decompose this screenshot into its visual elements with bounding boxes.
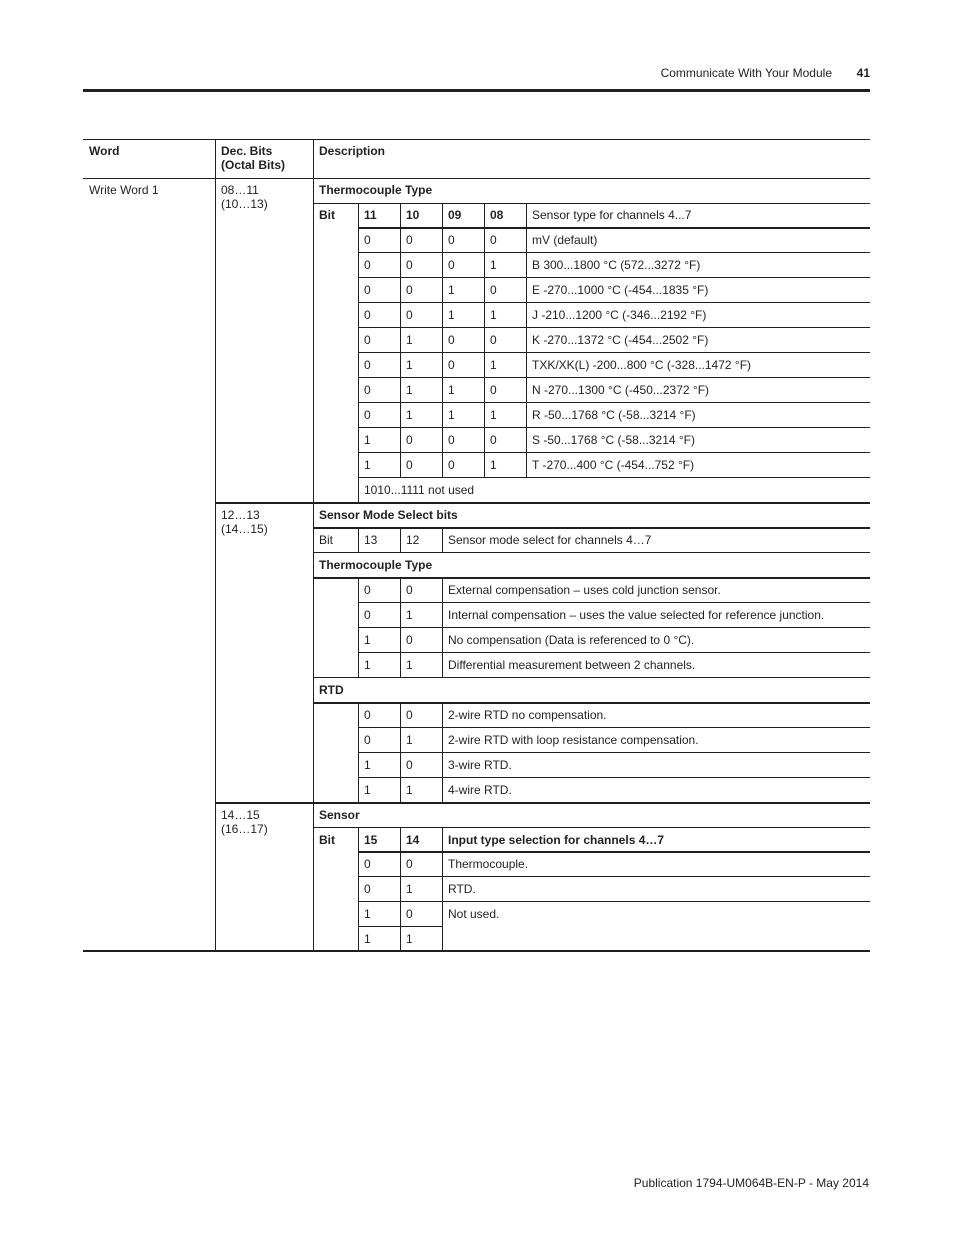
sensor-type-value: J -210...1200 °C (-346...2192 °F) bbox=[532, 308, 707, 322]
sensor-mode-title: Sensor Mode Select bits bbox=[319, 508, 458, 522]
bit-value: 1 bbox=[364, 932, 371, 946]
bit-value: 0 bbox=[406, 583, 413, 597]
table-column-rule bbox=[442, 828, 443, 951]
table-rule bbox=[358, 302, 870, 303]
sensor-type-value: mV (default) bbox=[532, 233, 598, 247]
table-rule bbox=[313, 827, 870, 828]
table-column-rule bbox=[400, 703, 401, 802]
bit-value: 0 bbox=[406, 308, 413, 322]
compensation-value: No compensation (Data is referenced to 0 °C). bbox=[448, 633, 695, 647]
bit-header: 11 bbox=[364, 208, 377, 222]
bit-value: 0 bbox=[448, 258, 455, 272]
table-rule bbox=[358, 277, 870, 278]
bit-header: 13 bbox=[364, 533, 378, 547]
table-column-rule bbox=[358, 578, 359, 677]
sensor-type-value: R -50...1768 °C (-58...3214 °F) bbox=[532, 408, 696, 422]
bit-value: 0 bbox=[364, 283, 371, 297]
bit-value: 0 bbox=[364, 233, 371, 247]
table-rule bbox=[358, 427, 870, 428]
bit-value: 1 bbox=[490, 308, 497, 322]
bit-value: 1 bbox=[490, 358, 497, 372]
bit-value: 1 bbox=[490, 258, 497, 272]
table-rule bbox=[83, 950, 870, 952]
bit-value: 1 bbox=[406, 608, 413, 622]
table-rule bbox=[215, 802, 870, 804]
table-rule bbox=[358, 352, 870, 353]
bit-value: 0 bbox=[364, 358, 371, 372]
bit-value: 1 bbox=[448, 383, 455, 397]
thermocouple-compensation-title: Thermocouple Type bbox=[319, 558, 433, 572]
input-type-value: Not used. bbox=[448, 907, 500, 921]
bit-value: 1 bbox=[448, 308, 455, 322]
table-rule bbox=[358, 602, 870, 603]
header-rule bbox=[83, 89, 870, 92]
bit-header: 14 bbox=[406, 833, 420, 847]
bit-value: 0 bbox=[406, 758, 413, 772]
table-rule bbox=[358, 652, 870, 653]
table-rule bbox=[313, 577, 870, 579]
table-rule bbox=[358, 752, 870, 753]
sensor-type-value: S -50...1768 °C (-58...3214 °F) bbox=[532, 433, 696, 447]
input-type-value: RTD. bbox=[448, 882, 476, 896]
table-rule bbox=[313, 702, 870, 704]
table-rule bbox=[358, 327, 870, 328]
bit-header: Bit bbox=[319, 533, 334, 547]
bit-value: 1 bbox=[406, 932, 413, 946]
bit-value: 0 bbox=[364, 857, 371, 871]
bit-value: 1 bbox=[406, 358, 413, 372]
compensation-value: Internal compensation – uses the value selected for reference junction. bbox=[448, 608, 825, 622]
bit-value: 1 bbox=[406, 383, 413, 397]
bit-value: 1 bbox=[364, 783, 371, 797]
bit-value: 0 bbox=[406, 633, 413, 647]
table-column-rule bbox=[400, 578, 401, 677]
rtd-value: 4-wire RTD. bbox=[448, 783, 512, 797]
bit-value: 0 bbox=[406, 857, 413, 871]
sensor-type-value: E -270...1000 °C (-454...1835 °F) bbox=[532, 283, 709, 297]
word-label: Write Word 1 bbox=[89, 183, 159, 197]
bit-value: 1 bbox=[490, 458, 497, 472]
bit-value: 0 bbox=[364, 708, 371, 722]
bit-value: 1 bbox=[406, 408, 413, 422]
bit-value: 0 bbox=[490, 283, 497, 297]
bit-value: 1 bbox=[406, 882, 413, 896]
table-rule bbox=[358, 252, 870, 253]
bit-value: 0 bbox=[364, 583, 371, 597]
table-rule bbox=[358, 777, 870, 778]
table-column-rule bbox=[358, 203, 359, 503]
sensor-type-value: K -270...1372 °C (-454...2502 °F) bbox=[532, 333, 709, 347]
table-rule bbox=[358, 377, 870, 378]
bit-value: 0 bbox=[364, 608, 371, 622]
sensor-type-value: B 300...1800 °C (572...3272 °F) bbox=[532, 258, 701, 272]
bit-header: 09 bbox=[448, 208, 462, 222]
table-rule bbox=[358, 452, 870, 453]
bit-value: 0 bbox=[364, 258, 371, 272]
table-rule bbox=[358, 477, 870, 478]
bit-header: 08 bbox=[490, 208, 504, 222]
table-column-rule bbox=[442, 703, 443, 802]
bit-value: 0 bbox=[364, 383, 371, 397]
sensor-mode-header: Sensor mode select for channels 4…7 bbox=[448, 533, 652, 547]
bit-value: 0 bbox=[448, 358, 455, 372]
bit-value: 1 bbox=[406, 783, 413, 797]
bit-value: 0 bbox=[406, 433, 413, 447]
table-column-rule bbox=[484, 203, 485, 477]
bit-header: 10 bbox=[406, 208, 420, 222]
table-rule bbox=[358, 227, 870, 229]
bit-value: 0 bbox=[448, 333, 455, 347]
bit-value: 0 bbox=[406, 907, 413, 921]
table-rule bbox=[358, 876, 870, 877]
bit-value: 1 bbox=[364, 907, 371, 921]
bit-value: 0 bbox=[364, 733, 371, 747]
table-rule bbox=[358, 402, 870, 403]
table-column-rule bbox=[358, 528, 359, 552]
bit-value: 0 bbox=[490, 333, 497, 347]
compensation-value: External compensation – uses cold junction sensor. bbox=[448, 583, 721, 597]
table-column-rule bbox=[442, 203, 443, 477]
compensation-value: Differential measurement between 2 channels. bbox=[448, 658, 696, 672]
bit-value: 1 bbox=[448, 408, 455, 422]
table-column-rule bbox=[400, 828, 401, 951]
table-column-rule bbox=[526, 203, 527, 477]
rtd-title: RTD bbox=[319, 683, 344, 697]
rtd-value: 3-wire RTD. bbox=[448, 758, 512, 772]
thermocouple-type-title: Thermocouple Type bbox=[319, 183, 433, 197]
rtd-value: 2-wire RTD no compensation. bbox=[448, 708, 607, 722]
table-rule bbox=[83, 139, 870, 140]
page-number: 41 bbox=[856, 66, 870, 80]
input-type-header: Input type selection for channels 4…7 bbox=[448, 833, 665, 847]
bit-value: 1 bbox=[406, 333, 413, 347]
table-rule bbox=[83, 178, 870, 179]
table-rule bbox=[313, 677, 870, 678]
bit-value: 0 bbox=[448, 233, 455, 247]
bit-value: 0 bbox=[364, 882, 371, 896]
table-column-rule bbox=[400, 528, 401, 552]
table-rule bbox=[313, 203, 870, 204]
table-rule bbox=[313, 552, 870, 553]
rtd-value: 2-wire RTD with loop resistance compensation. bbox=[448, 733, 699, 747]
bits-08-11: 08…11 (10…13) bbox=[221, 183, 268, 211]
table-column-rule bbox=[442, 528, 443, 552]
bit-value: 1 bbox=[364, 758, 371, 772]
table-rule bbox=[313, 527, 870, 529]
bit-value: 1 bbox=[364, 658, 371, 672]
bit-value: 1 bbox=[364, 433, 371, 447]
table-rule bbox=[215, 502, 870, 504]
bit-header: 12 bbox=[406, 533, 420, 547]
bit-value: 0 bbox=[364, 333, 371, 347]
sensor-type-value: TXK/XK(L) -200...800 °C (-328...1472 °F) bbox=[532, 358, 752, 372]
bit-value: 0 bbox=[406, 458, 413, 472]
bit-value: 1 bbox=[406, 658, 413, 672]
table-column-rule bbox=[400, 203, 401, 477]
bit-value: 0 bbox=[490, 233, 497, 247]
table-column-rule bbox=[442, 578, 443, 677]
header-word: Word bbox=[89, 144, 120, 158]
input-type-value: Thermocouple. bbox=[448, 857, 529, 871]
bit-header: Bit bbox=[319, 833, 335, 847]
bit-value: 0 bbox=[406, 708, 413, 722]
table-rule bbox=[358, 727, 870, 728]
bit-value: 1 bbox=[406, 733, 413, 747]
table-column-rule bbox=[358, 828, 359, 951]
bits-12-13: 12…13 (14…15) bbox=[221, 508, 268, 536]
sensor-type-header: Sensor type for channels 4...7 bbox=[532, 208, 692, 222]
table-rule bbox=[358, 901, 870, 902]
not-used-note: 1010...1111 not used bbox=[364, 483, 475, 497]
bit-header: Bit bbox=[319, 208, 335, 222]
table-column-rule bbox=[215, 139, 216, 951]
bit-value: 0 bbox=[490, 433, 497, 447]
sensor-title: Sensor bbox=[319, 808, 360, 822]
bit-value: 0 bbox=[406, 258, 413, 272]
bit-value: 1 bbox=[490, 408, 497, 422]
bit-value: 0 bbox=[406, 233, 413, 247]
table-column-rule bbox=[358, 703, 359, 802]
sensor-type-value: T -270...400 °C (-454...752 °F) bbox=[532, 458, 695, 472]
header-description: Description bbox=[319, 144, 386, 158]
bit-value: 0 bbox=[490, 383, 497, 397]
table-rule bbox=[358, 627, 870, 628]
header-dec-bits: Dec. Bits (Octal Bits) bbox=[221, 144, 286, 172]
footer-publication: Publication 1794-UM064B-EN-P - May 2014 bbox=[633, 1176, 869, 1190]
bit-value: 1 bbox=[364, 458, 371, 472]
sensor-type-value: N -270...1300 °C (-450...2372 °F) bbox=[532, 383, 710, 397]
table-rule bbox=[358, 851, 870, 853]
bit-value: 0 bbox=[364, 308, 371, 322]
bit-value: 0 bbox=[448, 433, 455, 447]
header-title: Communicate With Your Module bbox=[660, 66, 832, 80]
bit-value: 1 bbox=[448, 283, 455, 297]
bits-14-15: 14…15 (16…17) bbox=[221, 808, 268, 836]
table-column-rule bbox=[313, 139, 314, 951]
bit-value: 0 bbox=[448, 458, 455, 472]
bit-value: 0 bbox=[364, 408, 371, 422]
bit-value: 0 bbox=[406, 283, 413, 297]
bit-header: 15 bbox=[364, 833, 378, 847]
bit-value: 1 bbox=[364, 633, 371, 647]
